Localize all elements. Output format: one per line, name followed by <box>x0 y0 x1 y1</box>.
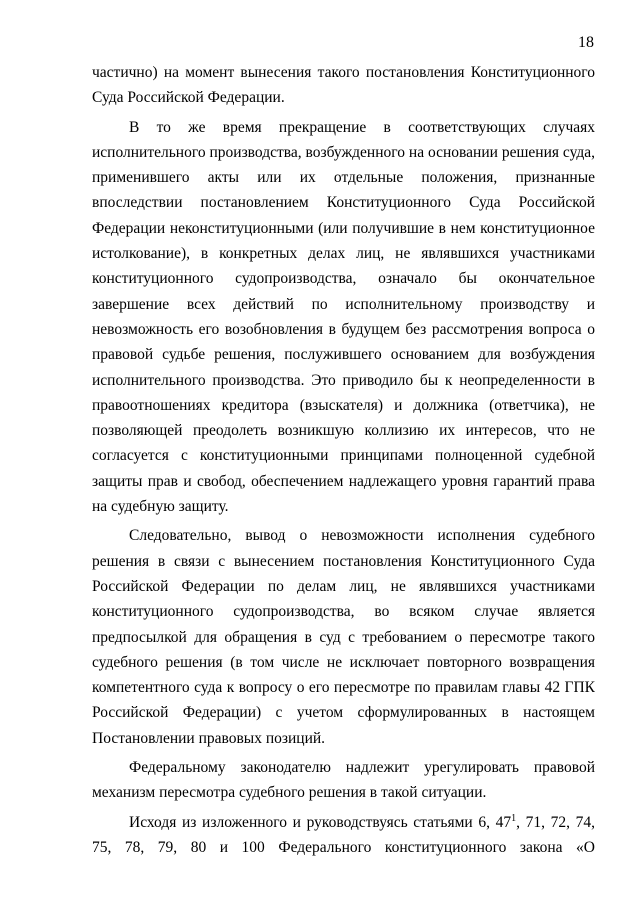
paragraph-legislator-duty: Федеральному законодателю надлежит урегулировать правовой механизм пересмотра судебного решения в такой ситуации. <box>92 759 595 802</box>
paragraph-conclusion: Следовательно, вывод о невозможности исполнения судебного решения в связи с вынесением постановления Конституционного Суда Российской Федерации по делам лиц, не являвшихся участниками конституционного судопроизводства, во всяком случае является предпосылкой для обращения в суд с требованием о пересмотре такого судебного решения (в том числе не исключает повторного возвращения компетентного суда к вопросу о его пересмотре по правилам главы 42 ГПК Российской Федерации) с учетом сформулированных в настоящем Постановлении правовых позиций. <box>92 527 595 747</box>
page-number: 18 <box>578 34 594 51</box>
legal-basis-text-start: Исходя из изложенного и руководствуясь статьями 6, 47 <box>129 813 512 831</box>
legal-basis-text-end: , 71, 72, 74, 75, 78, 79, 80 и 100 Федерального конституционного закона «О <box>92 813 596 856</box>
paragraph-continuation: частично) на момент вынесения такого постановления Конституционного Суда Российской Федерации. <box>92 64 595 107</box>
paragraph-termination-of-enforcement: В то же время прекращение в соответствующих случаях исполнительного производства, возбужденного на основании решения суда, применившего акты или их отдельные положения, признанные впоследствии постановлением Конституционного Суда Российской Федерации неконституционными (или получившие в нем конституционное истолкование), в конкретных делах лиц, не являвшихся участниками конституционного судопроизводства, означало бы окончательное завершение всех действий по исполнительному производству и невозможность его возобновления в будущем без рассмотрения вопроса о правовой судьбе решения, послужившего основанием для возбуждения исполнительного производства. Это приводило бы к неопределенности в правоотношениях кредитора (взыскателя) и должника (ответчика), не позволяющей преодолеть возникшую коллизию их интересов, что не согласуется с конституционными принципами полноценной судебной защиты прав и свобод, обеспечением надлежащего уровня гарантий права на судебную защиту. <box>92 118 595 516</box>
document-body <box>92 60 595 860</box>
article-superscript: 1 <box>511 812 517 824</box>
paragraph-legal-basis <box>92 810 595 861</box>
